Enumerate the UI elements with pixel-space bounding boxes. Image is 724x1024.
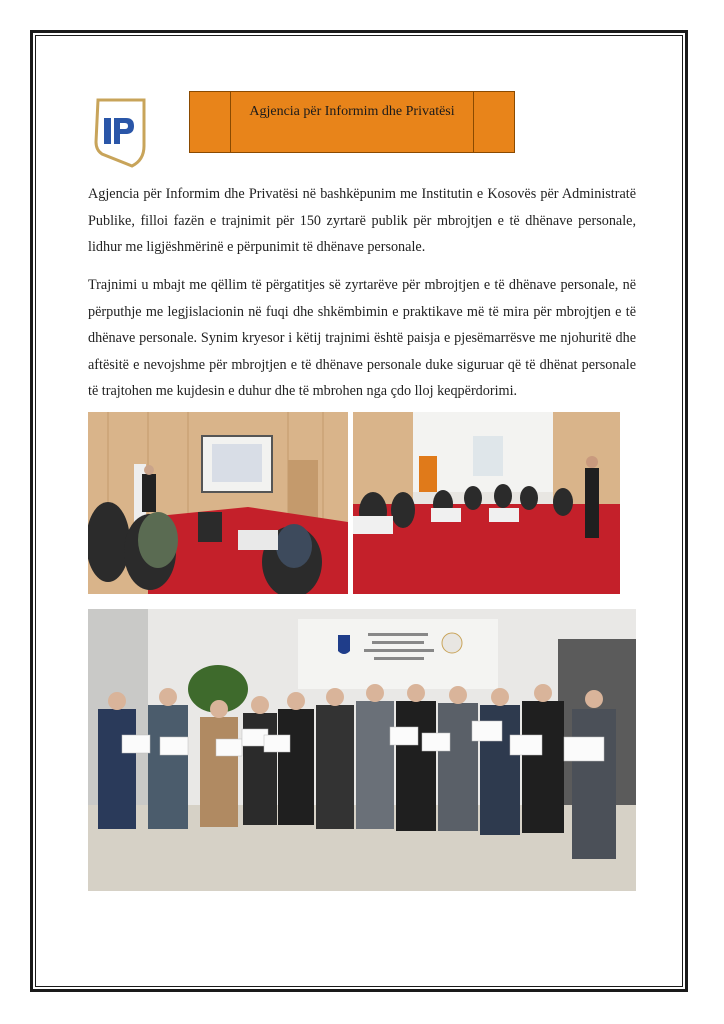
- group-photo-certificates: [88, 609, 636, 891]
- training-room-participants-photo: [353, 412, 620, 594]
- paragraph-intro: Agjencia për Informim dhe Privatësi në bashkëpunim me Institutin e Kosovës për Administratë Publike, filloi fazën e trajnimit për 150 zyrtarë publik për mbrojtjen e të dhënave personale, lidhur me ligjëshmërinë e përpunimit të dhënave personale.: [88, 186, 636, 255]
- header-right-cell: [473, 92, 514, 152]
- training-room-presentation-photo: [88, 412, 348, 594]
- agency-logo: [92, 96, 148, 168]
- header-title-box: [189, 91, 515, 153]
- header-left-cell: [190, 92, 231, 152]
- header-title: Agjencia për Informim dhe Privatësi: [249, 104, 455, 119]
- paragraph-purpose: Trajnimi u mbajt me qëllim të përgatitjes së zyrtarëve për mbrojtjen e të dhënave personale, në përputhje me legjislacionin në fuqi dhe shkëmbimin e praktikave më të mira për mbrojtjen e të dhënave personale. Synim kryesor i këtij trajnimi është paisja e pjesëmarrësve me njohuritë dhe aftësitë e nevojshme për mbrojtjen e të dhënave personale duke siguruar që të dhënat personale të trajtohen me kujdesin e duhur dhe të mbrohen nga çdo lloj keqpërdorimi.: [88, 277, 636, 399]
